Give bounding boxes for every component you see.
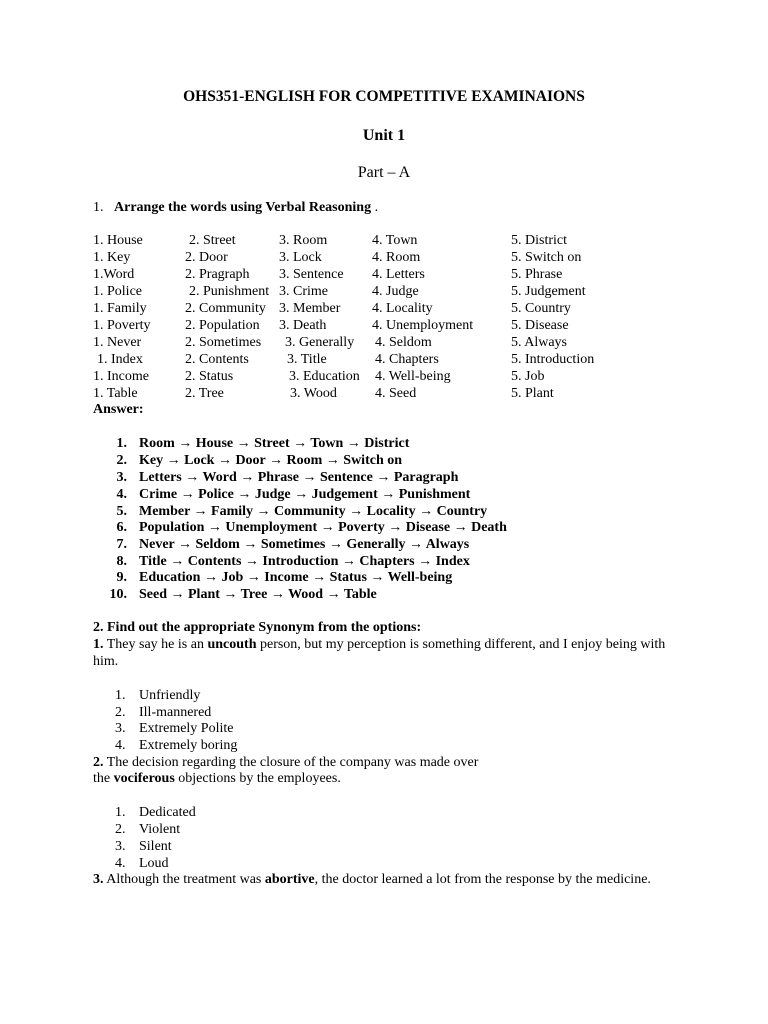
- grid-cell: 4. Town: [372, 233, 418, 248]
- grid-cell: 2. Pragraph: [185, 267, 250, 282]
- grid-cell: 5. Always: [511, 335, 567, 350]
- answer-text: Never → Seldom → Sometimes → Generally → Always: [139, 537, 470, 552]
- grid-cell: 5. Country: [511, 301, 571, 316]
- answer-text: Room → House → Street → Town → District: [139, 436, 410, 451]
- grid-cell: 3. Education: [289, 369, 360, 384]
- grid-cell: 1. Police: [93, 284, 142, 299]
- q2-keyword: vociferous: [113, 771, 175, 786]
- grid-cell: 4. Chapters: [375, 352, 439, 367]
- q2-item-number: 2.: [93, 755, 104, 770]
- grid-cell: 4. Well-being: [375, 369, 451, 384]
- grid-cell: 1.Word: [93, 267, 135, 282]
- answer-text: Education → Job → Income → Status → Well-being: [139, 570, 453, 585]
- answer-number: 4.: [116, 487, 127, 502]
- grid-row: [93, 233, 693, 250]
- answer-text: Title → Contents → Introduction → Chapters → Index: [139, 554, 470, 569]
- option-text: Extremely boring: [139, 738, 238, 753]
- q2-item-before: Although the treatment was: [106, 872, 262, 887]
- grid-cell: 5. Judgement: [511, 284, 586, 299]
- grid-cell: 1. House: [93, 233, 143, 248]
- grid-row: [93, 250, 693, 267]
- grid-cell: 3. Sentence: [279, 267, 344, 282]
- option-number: 4.: [115, 738, 126, 753]
- option-text: Ill-mannered: [139, 705, 212, 720]
- grid-cell: 3. Member: [279, 301, 341, 316]
- grid-row: [93, 352, 693, 369]
- option-number: 2.: [115, 705, 126, 720]
- option-number: 1.: [115, 805, 126, 820]
- q1-instruction: [93, 200, 378, 217]
- option-text: Unfriendly: [139, 688, 201, 703]
- q2-item-after: , the doctor learned a lot from the response by the medicine.: [314, 872, 651, 887]
- unit-heading: Unit 1: [362, 127, 406, 144]
- grid-cell: 4. Locality: [372, 301, 433, 316]
- q1-number: 1.: [93, 200, 104, 215]
- grid-cell: 3. Room: [279, 233, 328, 248]
- grid-row: [93, 267, 693, 284]
- grid-cell: 1. Income: [93, 369, 149, 384]
- grid-cell: 1. Key: [93, 250, 131, 265]
- grid-cell: 5. Plant: [511, 386, 554, 401]
- q2-item-before: They say he is an: [106, 637, 204, 652]
- q2-item-before: the: [93, 771, 111, 786]
- grid-cell: 2. Punishment: [189, 284, 270, 299]
- grid-cell: 2. Tree: [185, 386, 224, 401]
- option-text: Loud: [139, 856, 169, 871]
- answer-text: Crime → Police → Judge → Judgement → Punishment: [139, 487, 471, 502]
- option-text: Silent: [139, 839, 172, 854]
- grid-cell: 5. Introduction: [511, 352, 595, 367]
- grid-cell: 1. Never: [93, 335, 142, 350]
- q2-item-after: objections by the employees.: [178, 771, 341, 786]
- grid-cell: 2. Street: [189, 233, 236, 248]
- grid-cell: 2. Population: [185, 318, 260, 333]
- q2-item-line1: The decision regarding the closure of the company was made over: [106, 755, 479, 770]
- grid-row: [93, 386, 693, 403]
- part-heading: Part – A: [357, 164, 411, 181]
- option-number: 3.: [115, 721, 126, 736]
- answer-number: 7.: [116, 537, 127, 552]
- q2-item-3-text: [93, 872, 673, 889]
- grid-cell: 3. Title: [287, 352, 327, 367]
- q1-instruction-trail: .: [374, 200, 379, 215]
- option-number: 4.: [115, 856, 126, 871]
- answer-number: 5.: [116, 504, 127, 519]
- q2-item-1-text: [93, 637, 673, 671]
- answer-text: Population → Unemployment → Poverty → Disease → Death: [139, 520, 507, 535]
- grid-cell: 3. Wood: [290, 386, 337, 401]
- grid-cell: 4. Room: [372, 250, 421, 265]
- answer-number: 1.: [116, 436, 127, 451]
- grid-row: [93, 369, 693, 386]
- answer-text: Seed → Plant → Tree → Wood → Table: [139, 587, 377, 602]
- grid-cell: 4. Judge: [372, 284, 419, 299]
- grid-cell: 2. Sometimes: [185, 335, 262, 350]
- answer-text: Member → Family → Community → Locality → Country: [139, 504, 488, 519]
- answer-number: 8.: [116, 554, 127, 569]
- option-number: 1.: [115, 688, 126, 703]
- answer-text: Letters → Word → Phrase → Sentence → Paragraph: [139, 470, 459, 485]
- option-text: Violent: [139, 822, 181, 837]
- grid-row: [93, 335, 693, 352]
- answer-number: 3.: [116, 470, 127, 485]
- grid-cell: 5. Phrase: [511, 267, 563, 282]
- option-text: Dedicated: [139, 805, 196, 820]
- grid-cell: 5. Switch on: [511, 250, 582, 265]
- grid-cell: 2. Contents: [185, 352, 249, 367]
- grid-cell: 4. Seldom: [375, 335, 432, 350]
- option-number: 3.: [115, 839, 126, 854]
- grid-cell: 1. Poverty: [93, 318, 151, 333]
- q2-heading: 2. Find out the appropriate Synonym from the options:: [93, 620, 422, 635]
- grid-cell: 4. Unemployment: [372, 318, 474, 333]
- q1-instruction-text: Arrange the words using Verbal Reasoning: [114, 200, 372, 215]
- q2-item-2-line1: [93, 755, 478, 772]
- grid-cell: 3. Generally: [285, 335, 355, 350]
- q2-item-number: 1.: [93, 637, 104, 652]
- answer-text: Key → Lock → Door → Room → Switch on: [139, 453, 403, 468]
- q2-item-after: person, but my perception is something different, and I enjoy being with him.: [93, 637, 666, 669]
- document-title: OHS351-ENGLISH FOR COMPETITIVE EXAMINAIONS: [183, 88, 585, 105]
- grid-cell: 3. Death: [279, 318, 327, 333]
- q2-keyword: abortive: [264, 872, 315, 887]
- answer-number: 9.: [116, 570, 127, 585]
- grid-cell: 4. Seed: [375, 386, 417, 401]
- grid-cell: 2. Status: [185, 369, 234, 384]
- answer-number: 10.: [109, 587, 127, 602]
- grid-row: [93, 318, 693, 335]
- answer-label: Answer:: [93, 402, 144, 417]
- option-text: Extremely Polite: [139, 721, 234, 736]
- grid-cell: 5. Job: [511, 369, 545, 384]
- grid-cell: 5. District: [511, 233, 567, 248]
- grid-row: [93, 301, 693, 318]
- answer-number: 6.: [116, 520, 127, 535]
- grid-cell: 2. Community: [185, 301, 266, 316]
- grid-cell: 2. Door: [185, 250, 228, 265]
- grid-cell: 1. Index: [97, 352, 143, 367]
- grid-cell: 5. Disease: [511, 318, 569, 333]
- q2-item-2-line2: [93, 771, 341, 788]
- option-number: 2.: [115, 822, 126, 837]
- grid-cell: 4. Letters: [372, 267, 425, 282]
- grid-cell: 3. Crime: [279, 284, 328, 299]
- grid-cell: 3. Lock: [279, 250, 322, 265]
- answer-number: 2.: [116, 453, 127, 468]
- grid-cell: 1. Table: [93, 386, 138, 401]
- grid-row: [93, 284, 693, 301]
- q2-keyword: uncouth: [207, 637, 257, 652]
- q2-item-number: 3.: [93, 872, 104, 887]
- grid-cell: 1. Family: [93, 301, 147, 316]
